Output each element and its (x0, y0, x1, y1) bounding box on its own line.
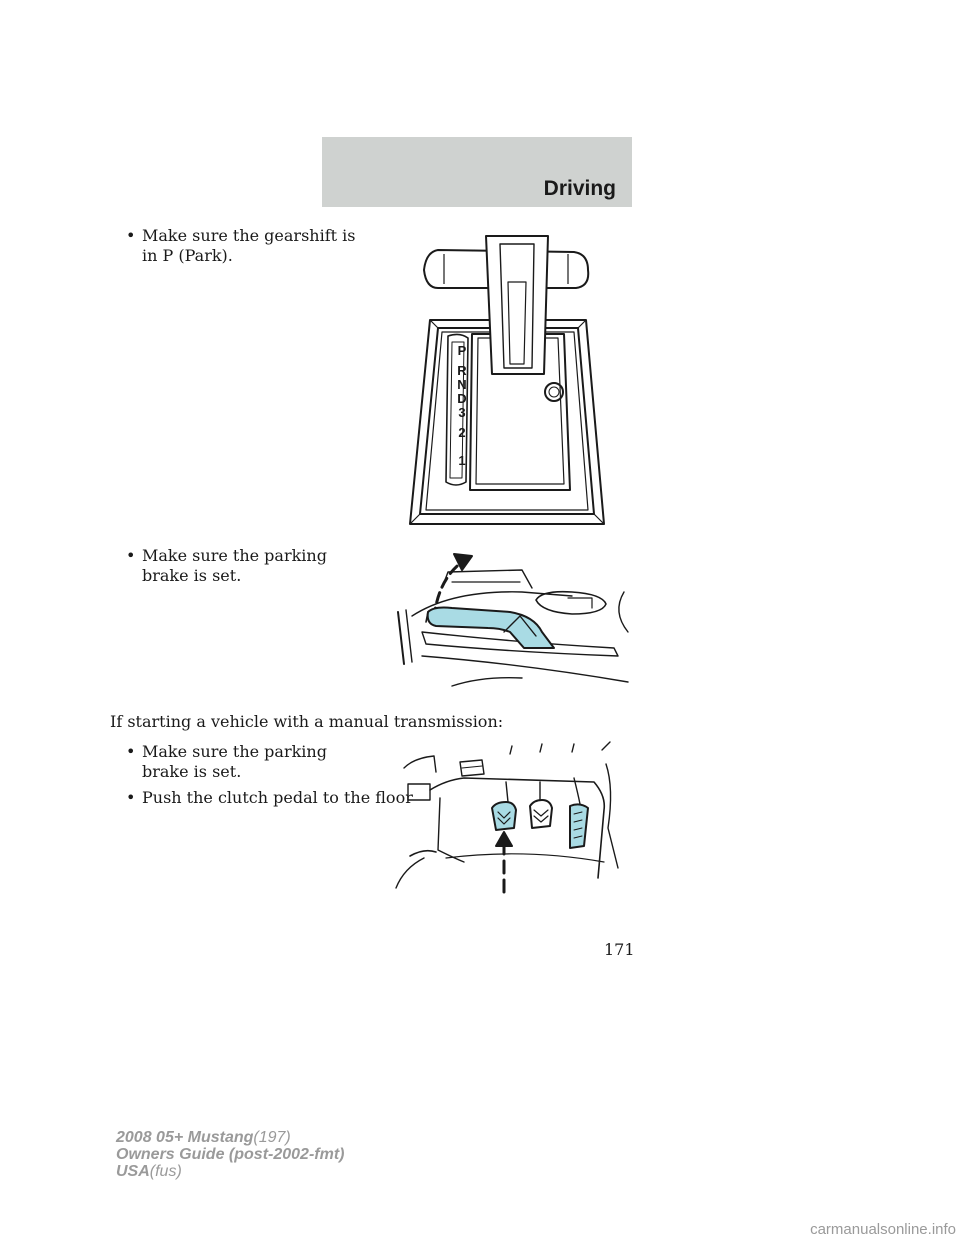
parking-brake-instruction (126, 546, 358, 590)
footer-guide: Owners Guide (post-2002-fmt) (116, 1146, 345, 1163)
document-footer (116, 1129, 344, 1180)
list-item (126, 788, 413, 808)
list-item (126, 742, 386, 782)
bullet-marker: • (126, 788, 136, 807)
gear-label-r: R (457, 363, 467, 378)
list-item (126, 226, 356, 266)
footer-market-code: (fus) (149, 1163, 182, 1180)
header-band (322, 137, 632, 207)
bullet-text: Make sure the gearshift is in P (Park). (142, 226, 356, 265)
manual-transmission-steps (126, 742, 413, 812)
gear-label-n: N (457, 377, 467, 392)
section-title: Driving (543, 177, 616, 200)
gear-label-p: P (457, 343, 467, 358)
gearshift-illustration (408, 232, 628, 532)
footer-market: USA (116, 1163, 150, 1180)
gear-label-2: 2 (458, 425, 466, 440)
gearshift-instruction (126, 226, 356, 270)
bullet-marker: • (126, 546, 136, 565)
gear-label-d: D (457, 391, 467, 406)
bullet-marker: • (126, 226, 136, 245)
bullet-text: Push the clutch pedal to the floor (142, 788, 413, 807)
watermark: carmanualsonline.info (810, 1221, 956, 1238)
gear-label-3: 3 (458, 405, 466, 420)
bullet-text: Make sure the parking brake is set. (142, 546, 327, 585)
pedals-illustration (394, 738, 634, 898)
gear-position-labels (457, 344, 467, 468)
page-number: 171 (604, 940, 635, 959)
gear-label-1: 1 (458, 453, 466, 468)
footer-model: 2008 05+ Mustang (116, 1129, 254, 1146)
list-item (126, 546, 358, 586)
parking-brake-illustration (392, 552, 634, 688)
bullet-marker: • (126, 742, 136, 761)
footer-model-code: (197) (253, 1129, 291, 1146)
bullet-text: Make sure the parking brake is set. (142, 742, 327, 781)
manual-transmission-intro: If starting a vehicle with a manual transmission: (110, 712, 504, 731)
